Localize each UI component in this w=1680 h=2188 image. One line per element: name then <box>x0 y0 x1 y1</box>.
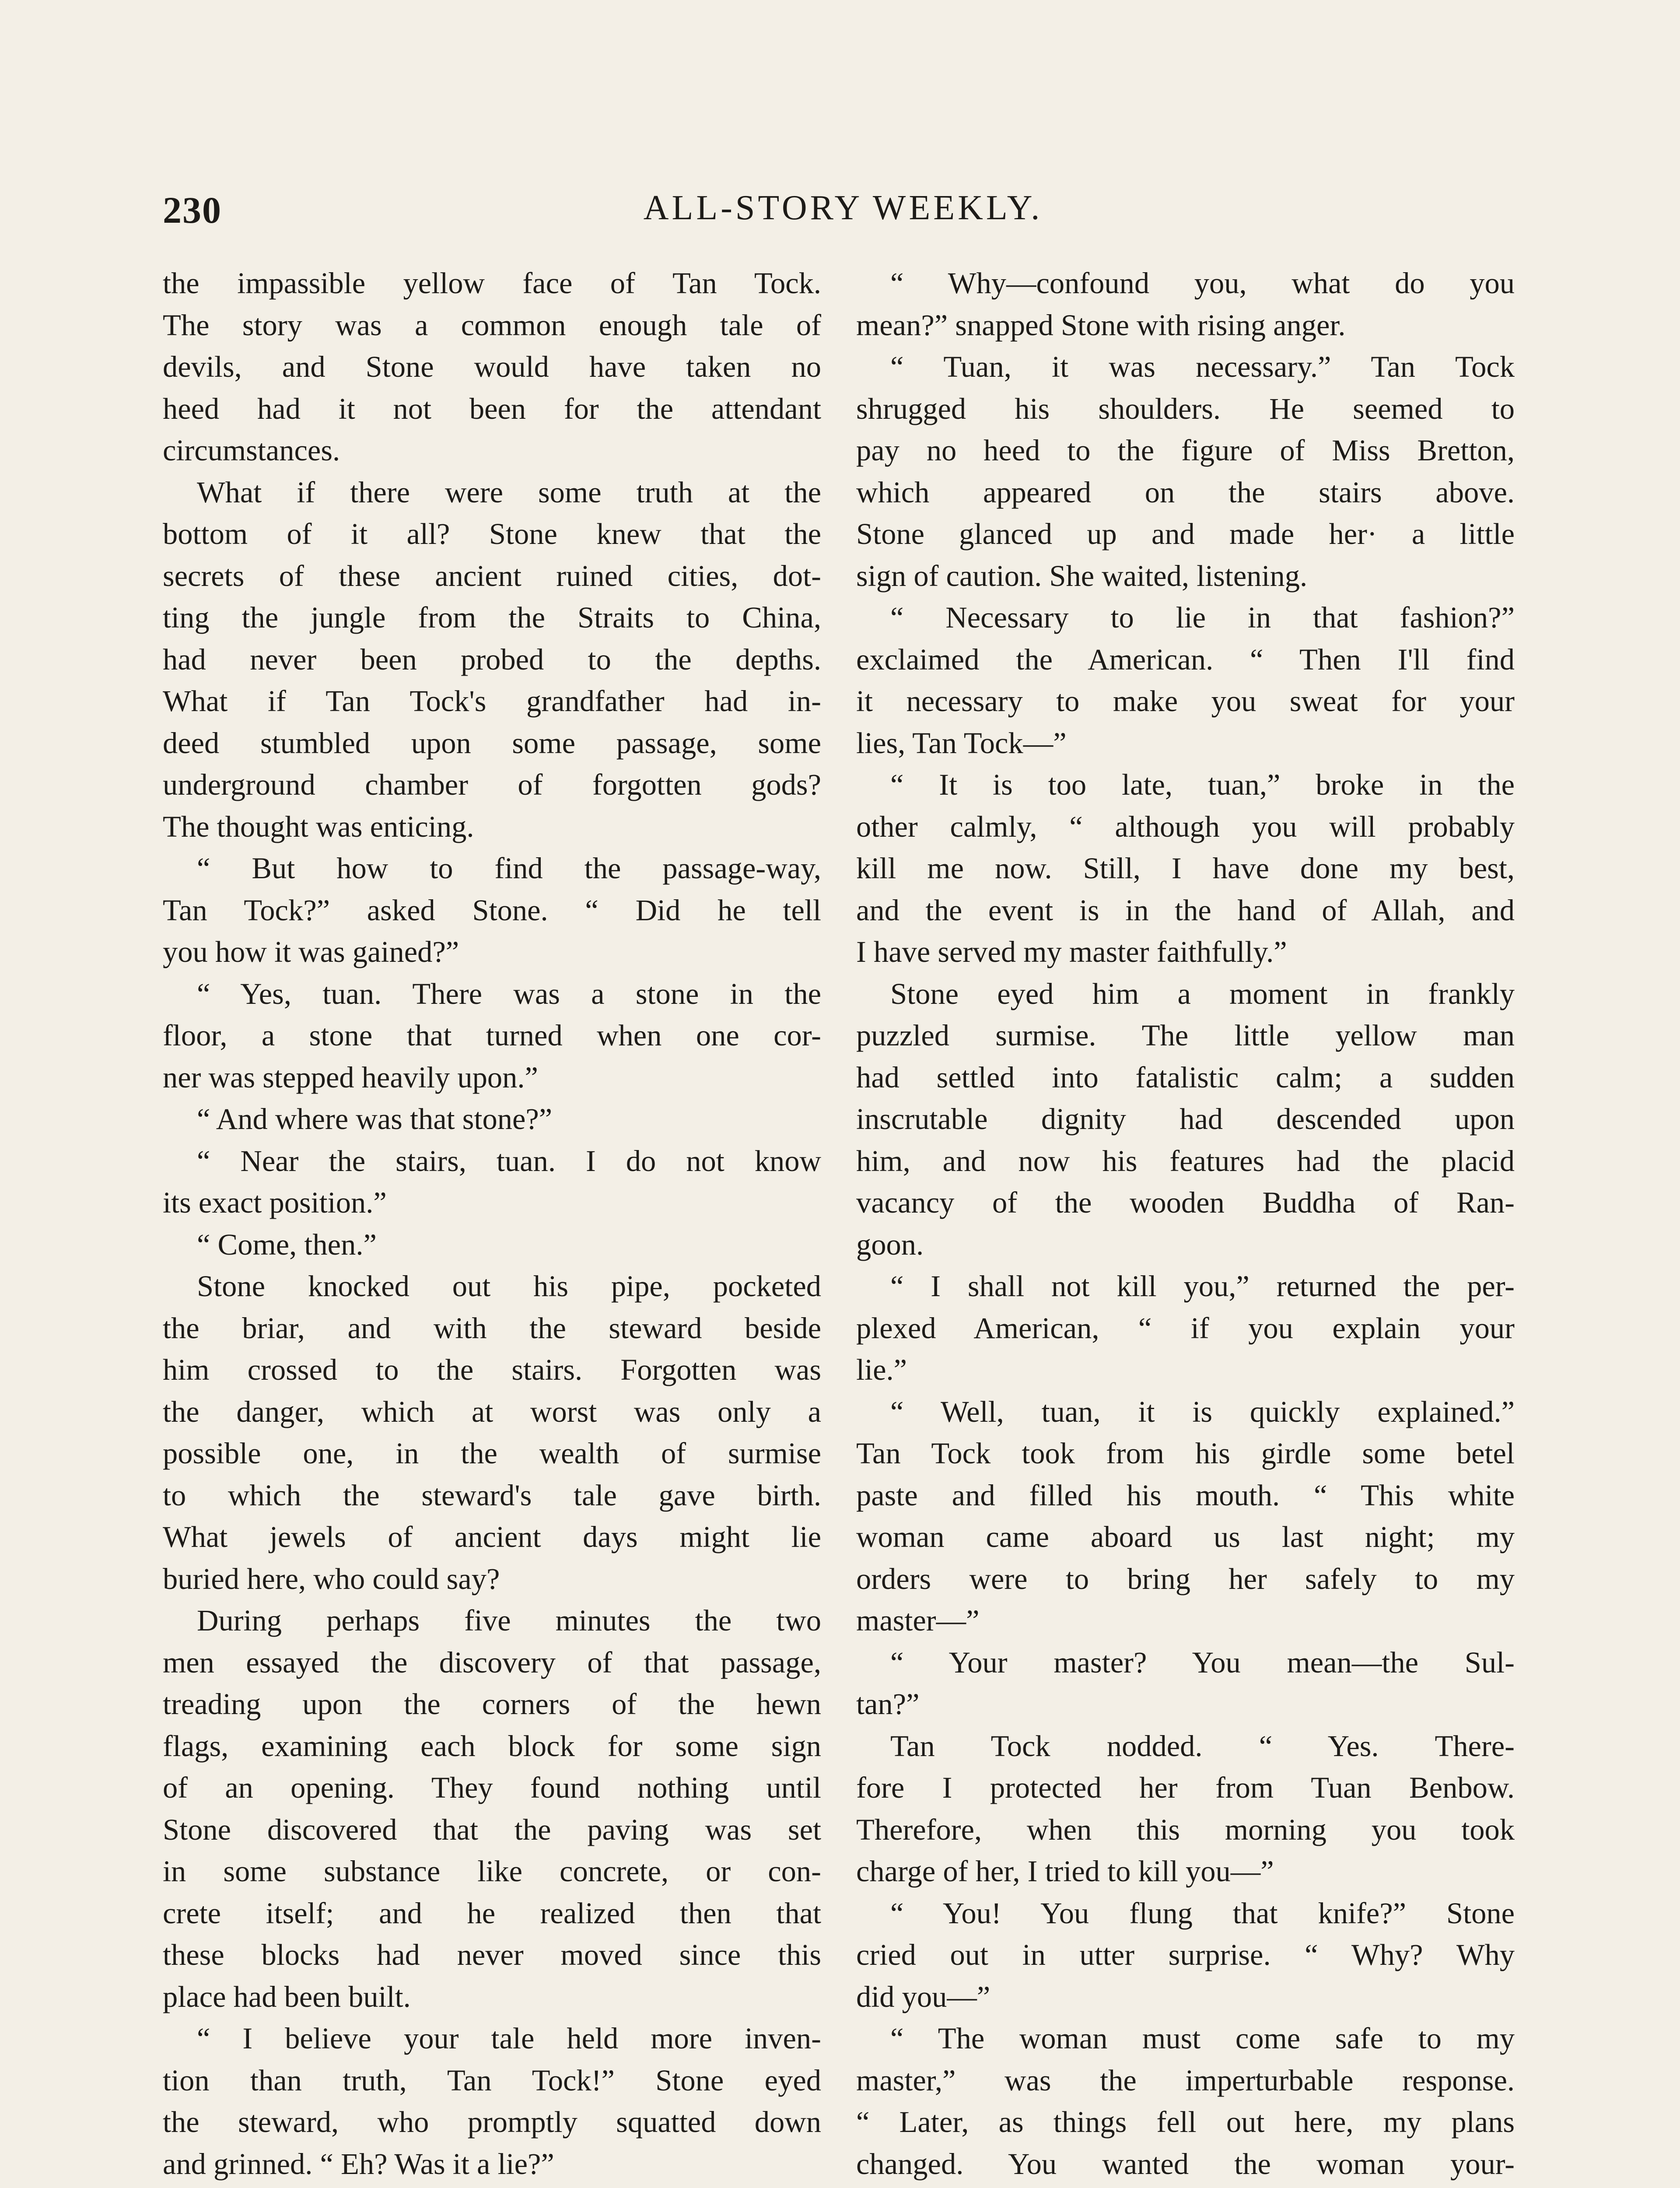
text-line: The thought was enticing. <box>163 810 474 843</box>
text-line: “ I believe your tale held more inven- <box>197 2022 821 2055</box>
text-line: “ Near the stairs, tuan. I do not know <box>197 1144 821 1178</box>
text-line: orders were to bring her safely to my <box>856 1562 1515 1595</box>
text-line: “ Well, tuan, it is quickly explained.” <box>890 1395 1515 1428</box>
page-header <box>163 188 1523 236</box>
text-line: Tan Tock took from his girdle some betel <box>856 1437 1515 1470</box>
text-line: flags, examining each block for some sign <box>163 1729 821 1763</box>
text-line: lie.” <box>856 1353 907 1386</box>
text-line: During perhaps five minutes the two <box>197 1604 821 1637</box>
text-line: master,” was the imperturbable response. <box>856 2063 1515 2097</box>
text-line: and the event is in the hand of Allah, and <box>856 893 1515 927</box>
text-line: “ Come, then.” <box>197 1227 377 1261</box>
text-line: which appeared on the stairs above. <box>856 475 1515 509</box>
text-line <box>856 2185 1515 2188</box>
text-line: crete itself; and he realized then that <box>163 1896 821 1930</box>
text-line: “ Why—confound you, what do you <box>890 266 1515 300</box>
text-line: him crossed to the stairs. Forgotten was <box>163 1353 821 1386</box>
text-line: Tan Tock nodded. “ Yes. There- <box>890 1729 1515 1763</box>
text-line: you how it was gained?” <box>163 935 459 968</box>
text-line: tion than truth, Tan Tock!” Stone eyed <box>163 2063 821 2097</box>
text-line: “ Necessary to lie in that fashion?” <box>890 601 1515 634</box>
text-line: pay no heed to the figure of Miss Bretton, <box>856 434 1515 467</box>
text-line: charge of her, I tried to kill you—” <box>856 1855 1274 1888</box>
text-line: shrugged his shoulders. He seemed to <box>856 392 1515 425</box>
text-line: paste and filled his mouth. “ This white <box>856 1478 1515 1512</box>
text-line: fore I protected her from Tuan Benbow. <box>856 1771 1515 1804</box>
text-line: floor, a stone that turned when one cor- <box>163 1019 821 1052</box>
left-text-column <box>163 263 821 2188</box>
text-line: changed. You wanted the woman your- <box>856 2147 1515 2181</box>
text-line: vacancy of the wooden Buddha of Ran- <box>856 1186 1515 1219</box>
text-line: ner was stepped heavily upon.” <box>163 1060 538 1094</box>
text-line: master—” <box>856 1604 980 1637</box>
text-line: sign of caution. She waited, listening. <box>856 559 1308 593</box>
text-line: Therefore, when this morning you took <box>856 1813 1515 1846</box>
text-line: What if there were some truth at the <box>197 475 821 509</box>
text-line <box>163 2185 821 2188</box>
text-line: ting the jungle from the Straits to China, <box>163 601 821 634</box>
text-line: him, and now his features had the placid <box>856 1144 1515 1178</box>
text-line: “ It is too late, tuan,” broke in the <box>890 768 1515 801</box>
text-line: cried out in utter surprise. “ Why? Why <box>856 1938 1515 1971</box>
text-line: circumstances. <box>163 434 340 467</box>
text-line: Stone eyed him a moment in frankly <box>890 977 1515 1010</box>
text-line: place had been built. <box>163 1980 411 2013</box>
text-line: of an opening. They found nothing until <box>163 1771 821 1804</box>
text-line: underground chamber of forgotten gods? <box>163 768 821 801</box>
text-line: Stone knocked out his pipe, pocketed <box>197 1269 821 1303</box>
text-line: mean?” snapped Stone with rising anger. <box>856 308 1346 342</box>
text-line: Tan Tock?” asked Stone. “ Did he tell <box>163 893 821 927</box>
text-line: other calmly, “ although you will probably <box>856 810 1515 843</box>
text-line: the impassible yellow face of Tan Tock. <box>163 266 821 300</box>
text-line: bottom of it all? Stone knew that the <box>163 517 821 551</box>
text-line: “ But how to find the passage-way, <box>197 852 821 885</box>
text-line: I have served my master faithfully.” <box>856 935 1287 968</box>
text-line: did you—” <box>856 1980 990 2013</box>
text-line: What jewels of ancient days might lie <box>163 1520 821 1553</box>
text-line: to which the steward's tale gave birth. <box>163 1478 821 1512</box>
text-line: “ Tuan, it was necessary.” Tan Tock <box>890 350 1515 383</box>
text-line: exclaimed the American. “ Then I'll find <box>856 642 1515 676</box>
text-line: What if Tan Tock's grandfather had in- <box>163 684 821 718</box>
text-line: tan?” <box>856 1687 920 1721</box>
text-line: “ Yes, tuan. There was a stone in the <box>197 977 821 1010</box>
text-line: its exact position.” <box>163 1186 387 1219</box>
text-line: secrets of these ancient ruined cities, dot- <box>163 559 821 593</box>
text-line: Stone glanced up and made her· a little <box>856 517 1515 551</box>
running-head: ALL-STORY WEEKLY. <box>643 189 1043 227</box>
text-line: treading upon the corners of the hewn <box>163 1687 821 1721</box>
text-line: plexed American, “ if you explain your <box>856 1311 1515 1345</box>
page-number: 230 <box>163 189 222 231</box>
text-line: Stone discovered that the paving was set <box>163 1813 821 1846</box>
text-line: it necessary to make you sweat for your <box>856 684 1515 718</box>
text-line: woman came aboard us last night; my <box>856 1520 1515 1553</box>
text-line: and grinned. “ Eh? Was it a lie?” <box>163 2147 554 2181</box>
text-line: “ Later, as things fell out here, my plans <box>856 2105 1515 2139</box>
text-line: buried here, who could say? <box>163 1562 500 1595</box>
text-line: in some substance like concrete, or con- <box>163 1855 821 1888</box>
text-line: “ Your master? You mean—the Sul- <box>890 1645 1515 1679</box>
text-line: had never been probed to the depths. <box>163 642 821 676</box>
right-text-column <box>856 263 1515 2188</box>
text-line: goon. <box>856 1227 924 1261</box>
text-line: “ And where was that stone?” <box>197 1102 553 1136</box>
text-line: “ The woman must come safe to my <box>890 2022 1515 2055</box>
text-line: kill me now. Still, I have done my best, <box>856 852 1515 885</box>
text-line: “ I shall not kill you,” returned the per- <box>890 1269 1515 1303</box>
text-line: men essayed the discovery of that passage, <box>163 1645 821 1679</box>
text-line: the briar, and with the steward beside <box>163 1311 821 1345</box>
text-line: lies, Tan Tock—” <box>856 726 1067 760</box>
text-line: “ You! You flung that knife?” Stone <box>890 1896 1515 1930</box>
text-line: puzzled surmise. The little yellow man <box>856 1019 1515 1052</box>
text-line: heed had it not been for the attendant <box>163 392 821 425</box>
text-line: these blocks had never moved since this <box>163 1938 821 1971</box>
text-line: the danger, which at worst was only a <box>163 1395 821 1428</box>
text-line: the steward, who promptly squatted down <box>163 2105 821 2139</box>
text-line: The story was a common enough tale of <box>163 308 821 342</box>
text-line: had settled into fatalistic calm; a sudden <box>856 1060 1515 1094</box>
text-line: inscrutable dignity had descended upon <box>856 1102 1515 1136</box>
text-line: deed stumbled upon some passage, some <box>163 726 821 760</box>
text-line: devils, and Stone would have taken no <box>163 350 821 383</box>
text-line: possible one, in the wealth of surmise <box>163 1437 821 1470</box>
